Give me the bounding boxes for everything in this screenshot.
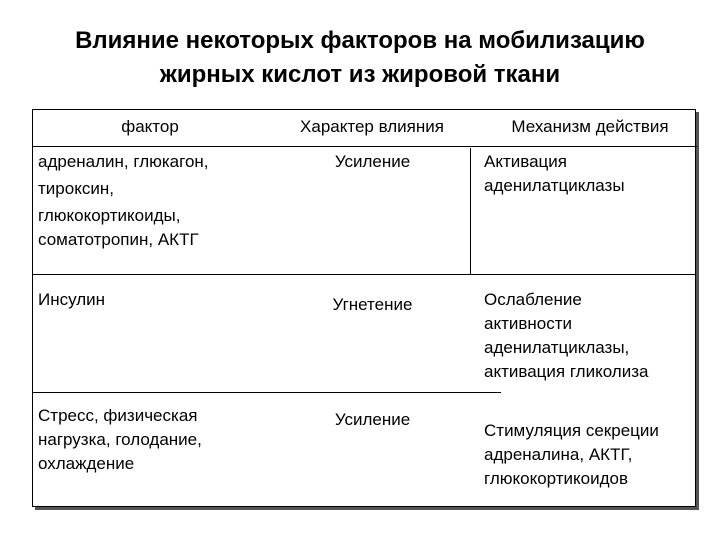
row1-factor-line: соматотропин, АКТГ <box>38 230 199 249</box>
page-title <box>20 24 700 92</box>
row2-mechanism-line: активности <box>484 314 573 333</box>
row1-mechanism <box>484 150 694 198</box>
row3-factor-line: охлаждение <box>38 454 135 473</box>
header-effect: Характер влияния <box>300 117 444 136</box>
row1-mechanism-line: аденилатциклазы <box>484 176 625 195</box>
row2-effect: Угнетение <box>332 295 413 314</box>
row-divider-2 <box>33 392 501 393</box>
row3-factor-line: нагрузка, голодание, <box>38 430 202 449</box>
row1-factor <box>38 150 268 252</box>
row1-factor-line: адреналин, глюкагон, <box>38 152 209 171</box>
row2-mechanism <box>484 288 694 384</box>
row3-mechanism-line: глюкокортикоидов <box>484 469 629 488</box>
row1-mechanism-line: Активация <box>484 152 567 171</box>
title-line-1: Влияние некоторых факторов на мобилизацию <box>75 27 645 54</box>
row3-factor-line: Стресс, физическая <box>38 406 198 425</box>
row3-mechanism-line: адреналина, АКТГ, <box>484 445 633 464</box>
row1-factor-line: глюкокортикоиды, <box>38 206 181 225</box>
row2-mechanism-line: аденилатциклазы, <box>484 338 630 357</box>
row3-factor <box>38 404 268 476</box>
row2-mechanism-line: Ослабление <box>484 290 582 309</box>
row-divider-1 <box>33 274 695 275</box>
row3-effect: Усиление <box>334 410 411 429</box>
row3-mechanism-line: Стимуляция секреции <box>484 421 659 440</box>
header-divider <box>33 146 697 147</box>
row2-factor-line: Инсулин <box>38 290 106 309</box>
header-factor: фактор <box>121 117 179 136</box>
row2-mechanism-line: активация гликолиза <box>484 362 649 381</box>
column-divider <box>470 148 471 274</box>
row3-mechanism <box>484 419 694 491</box>
row1-effect: Усиление <box>334 152 411 171</box>
header-mechanism: Механизм действия <box>511 117 669 136</box>
row1-factor-line: тироксин, <box>38 179 114 198</box>
row2-factor <box>38 288 268 312</box>
title-line-2: жирных кислот из жировой ткани <box>159 61 561 88</box>
